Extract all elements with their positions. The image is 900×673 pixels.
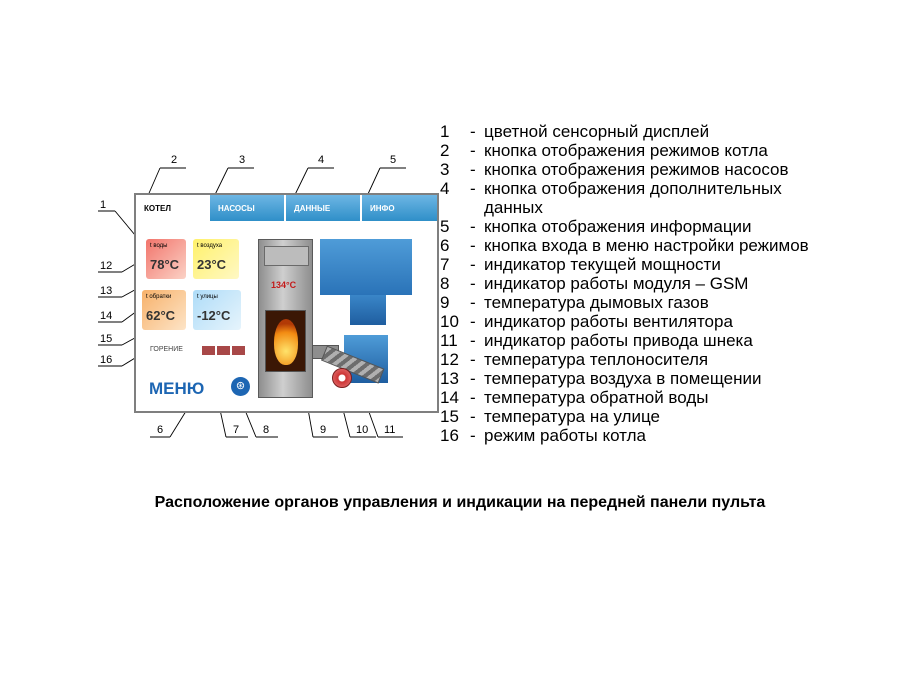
tab-kotel[interactable]: КОТЕЛ (136, 195, 208, 221)
legend-dash: - (470, 255, 476, 274)
callout-4: 4 (318, 154, 325, 166)
return-temp-tile (142, 290, 186, 330)
legend-number: 4 (440, 179, 450, 198)
callout-12: 12 (100, 260, 113, 272)
power-bar (232, 346, 245, 355)
callout-3: 3 (239, 154, 246, 166)
legend-dash: - (470, 122, 476, 141)
figure-caption: Расположение органов управления и индикации на передней панели пульта (154, 494, 766, 511)
tab-info[interactable]: ИНФО (360, 195, 437, 221)
fire-window (265, 310, 306, 372)
legend-text: кнопка входа в меню настройки режимов (484, 236, 809, 255)
legend-number: 5 (440, 217, 450, 236)
legend-dash: - (470, 388, 476, 407)
legend-number: 7 (440, 255, 450, 274)
legend-dash: - (470, 312, 476, 331)
touch-display (134, 193, 439, 413)
return-temp-label: t обратки (146, 294, 172, 300)
legend-item (440, 350, 824, 369)
callout-13: 13 (100, 285, 113, 297)
power-bar (202, 346, 215, 355)
leader-1 (115, 211, 135, 235)
street-temp-label: t улицы (197, 294, 218, 300)
street-temp-value: -12°C (197, 308, 231, 323)
street-temp-tile (193, 290, 241, 330)
tab-dannye[interactable]: ДАННЫЕ (284, 195, 360, 221)
tab-nasosy[interactable]: НАСОСЫ (208, 195, 284, 221)
legend-item (440, 141, 824, 160)
legend-dash: - (470, 331, 476, 350)
legend-item (440, 331, 824, 350)
legend-text: индикатор работы привода шнека (484, 331, 753, 350)
legend-item (440, 388, 824, 407)
legend-number: 9 (440, 293, 450, 312)
pellet-hopper (320, 239, 412, 295)
legend-text: индикатор работы вентилятора (484, 312, 733, 331)
legend-text: кнопка отображения информации (484, 217, 752, 236)
legend-text: температура на улице (484, 407, 660, 426)
legend-item (440, 426, 824, 445)
return-temp-value: 62°C (146, 308, 176, 323)
legend-text: кнопка отображения режимов котла (484, 141, 768, 160)
legend-text: индикатор текущей мощности (484, 255, 721, 274)
legend-number: 16 (440, 426, 459, 445)
legend-item (440, 407, 824, 426)
water-temp-value: 78°C (150, 257, 180, 272)
boiler-mode-label: ГОРЕНИЕ (150, 346, 183, 353)
legend-dash: - (470, 293, 476, 312)
air-temp-tile (193, 239, 239, 279)
legend-number: 12 (440, 350, 459, 369)
callout-7: 7 (233, 424, 240, 436)
callout-9: 9 (320, 424, 327, 436)
legend-item (440, 122, 824, 141)
air-temp-value: 23°C (197, 257, 227, 272)
legend-text: индикатор работы модуля – GSM (484, 274, 749, 293)
legend-dash: - (470, 350, 476, 369)
legend-number: 3 (440, 160, 450, 179)
legend-text: температура обратной воды (484, 388, 709, 407)
legend-dash: - (470, 179, 476, 198)
legend-number: 6 (440, 236, 450, 255)
flue-gas-temp: 134°C (271, 280, 297, 290)
air-temp-label: t воздуха (197, 243, 223, 249)
callout-2: 2 (171, 154, 178, 166)
legend-number: 13 (440, 369, 459, 388)
boiler-control-plate (264, 246, 309, 266)
boiler-illustration (258, 239, 313, 398)
legend-number: 15 (440, 407, 459, 426)
callout-10: 10 (356, 424, 369, 436)
legend-dash: - (470, 274, 476, 293)
legend-text: режим работы котла (484, 426, 646, 445)
legend-number: 10 (440, 312, 459, 331)
tab-bar (136, 195, 437, 221)
legend-text: температура дымовых газов (484, 293, 709, 312)
legend-item (440, 255, 824, 274)
water-temp-label: t воды (150, 243, 168, 249)
legend-item (440, 369, 824, 388)
callout-11: 11 (384, 424, 396, 436)
menu-button[interactable]: МЕНЮ (149, 379, 205, 398)
legend-item (440, 293, 824, 312)
power-bar (217, 346, 230, 355)
legend-item (440, 179, 824, 217)
legend-number: 1 (440, 122, 450, 141)
legend-number: 14 (440, 388, 459, 407)
antenna-icon: ⊛ (231, 377, 250, 396)
legend-item (440, 160, 824, 179)
water-temp-tile (146, 239, 186, 279)
hopper-neck (350, 295, 386, 325)
legend-list (440, 122, 824, 445)
legend-item (440, 274, 824, 293)
legend-number: 8 (440, 274, 450, 293)
legend-text: температура теплоносителя (484, 350, 709, 369)
callout-8: 8 (263, 424, 270, 436)
callout-14: 14 (100, 310, 113, 322)
legend-dash: - (470, 407, 476, 426)
legend-item (440, 236, 824, 255)
fan-icon (332, 368, 352, 388)
callout-16: 16 (100, 354, 113, 366)
legend-text: цветной сенсорный дисплей (484, 122, 710, 141)
callout-15: 15 (100, 333, 113, 345)
legend-text: температура воздуха в помещении (484, 369, 762, 388)
legend-dash: - (470, 141, 476, 160)
callout-5: 5 (390, 154, 397, 166)
legend-dash: - (470, 160, 476, 179)
legend-dash: - (470, 217, 476, 236)
legend-number: 11 (440, 331, 458, 350)
legend-text: кнопка отображения дополнительных данных (484, 179, 782, 217)
legend-text: кнопка отображения режимов насосов (484, 160, 789, 179)
legend-item (440, 217, 824, 236)
callout-6: 6 (157, 424, 164, 436)
flame-icon (274, 319, 298, 365)
legend-dash: - (470, 426, 476, 445)
legend-dash: - (470, 369, 476, 388)
legend-item (440, 312, 824, 331)
callout-1: 1 (100, 199, 107, 211)
legend-dash: - (470, 236, 476, 255)
legend-number: 2 (440, 141, 450, 160)
